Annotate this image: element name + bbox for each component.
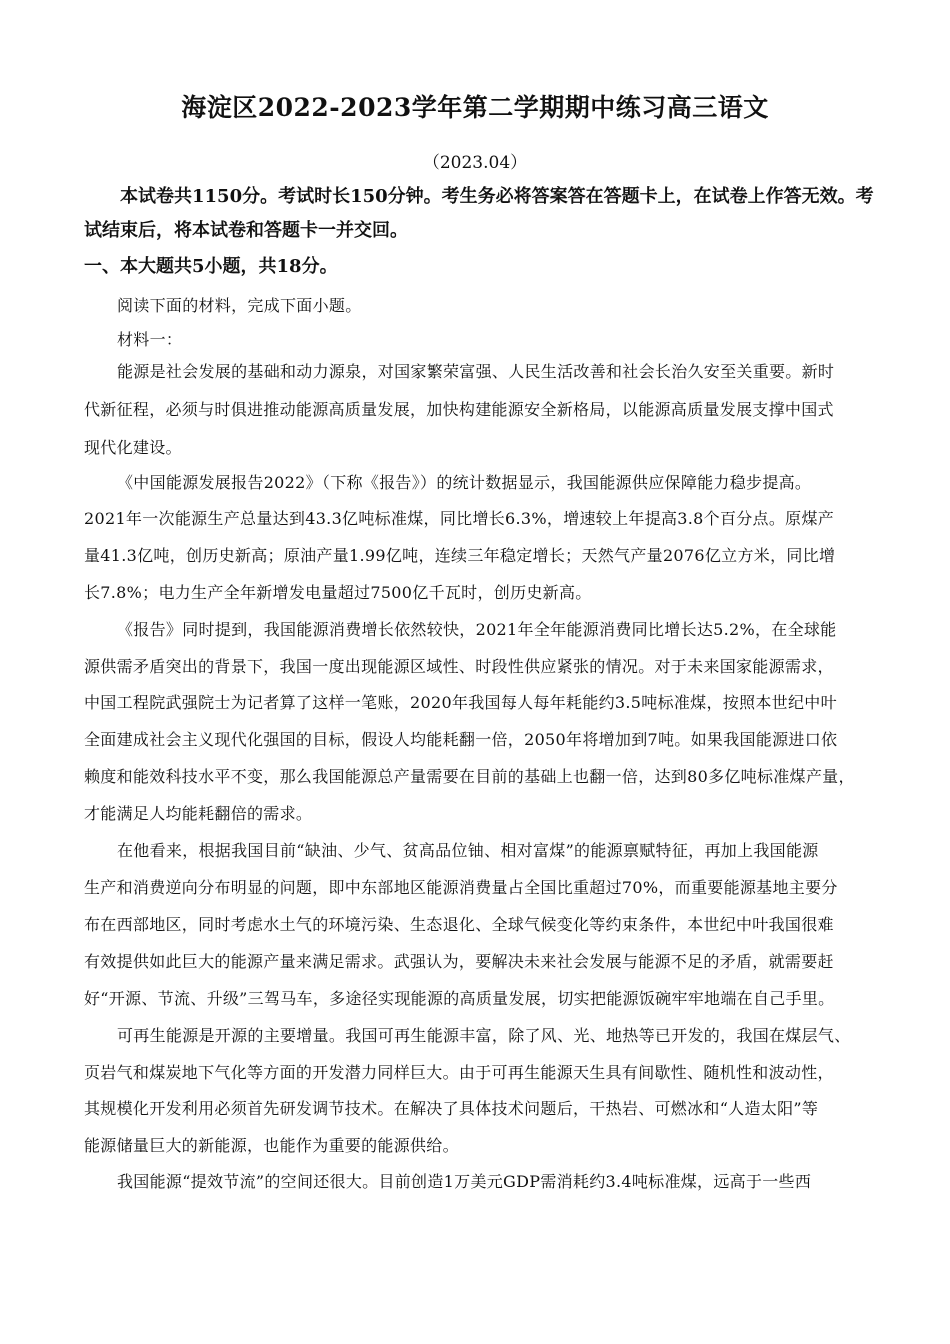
section-heading: 一、本大题共5小题，共18分。 (84, 256, 338, 277)
exam-date: （2023.04） (422, 153, 528, 173)
instruction-text: 阅读下面的材料，完成下面小题。 (117, 296, 362, 315)
body-line: 有效提供如此巨大的能源产量来满足需求。武强认为，要解决未来社会发展与能源不足的矛盾，就需要赶 (84, 952, 834, 971)
body-line: 生产和消费逆向分布明显的问题，即中东部地区能源消费量占全国比重超过70%，而重要能源基地主要分 (84, 878, 838, 897)
body-line: 页岩气和煤炭地下气化等方面的开发潜力同样巨大。由于可再生能源天生具有间歇性、随机性和波动性， (84, 1063, 834, 1082)
body-line: 赖度和能效科技水平不变，那么我国能源总产量需要在目前的基础上也翻一倍，达到80多亿吨标准煤产量， (84, 767, 855, 786)
body-line: 长7.8%；电力生产全年新增发电量超过7500亿千瓦时，创历史新高。 (84, 583, 592, 602)
body-line: 才能满足人均能耗翻倍的需求。 (84, 804, 313, 823)
body-line: 其规模化开发利用必须首先研发调节技术。在解决了具体技术问题后，干热岩、可燃冰和“人造太阳”等 (84, 1099, 819, 1118)
exam-notice: 本试卷共1150分。考试时长150分钟。考生务必将答案答在答题卡上，在试卷上作答无效。考试结束后，将本试卷和答题卡一并交回。 (84, 186, 874, 241)
body-line: 在他看来，根据我国目前“缺油、少气、贫高品位铀、相对富煤”的能源禀赋特征，再加上我国能源 (117, 841, 819, 860)
body-line: 源供需矛盾突出的背景下，我国一度出现能源区域性、时段性供应紧张的情况。对于未来国家能源需求， (84, 657, 834, 676)
body-line: 中国工程院武强院士为记者算了这样一笔账，2020年我国每人每年耗能约3.5吨标准煤，按照本世纪中叶 (84, 693, 837, 712)
body-line: 可再生能源是开源的主要增量。我国可再生能源丰富，除了风、光、地热等已开发的，我国在煤层气、 (117, 1026, 851, 1045)
body-line: 《报告》同时提到，我国能源消费增长依然较快，2021年全年能源消费同比增长达5.2%，在全球能 (117, 620, 837, 639)
material-label: 材料一： (117, 330, 183, 349)
body-line: 2021年一次能源生产总量达到43.3亿吨标准煤，同比增长6.3%，增速较上年提高3.8个百分点。原煤产 (84, 509, 835, 528)
body-line: 好“开源、节流、升级”三驾马车，多途径实现能源的高质量发展，切实把能源饭碗牢牢地端在自己手里。 (84, 989, 835, 1008)
body-line: 全面建成社会主义现代化强国的目标，假设人均能耗翻一倍，2050年将增加到7吨。如果我国能源进口依 (84, 730, 838, 749)
body-line: 代新征程，必须与时俱进推动能源高质量发展，加快构建能源安全新格局，以能源高质量发展支撑中国式 (84, 400, 834, 419)
body-line: 现代化建设。 (84, 438, 182, 457)
body-line: 能源是社会发展的基础和动力源泉，对国家繁荣富强、人民生活改善和社会长治久安至关重要。新时 (117, 362, 835, 381)
exam-title: 海淀区2022-2023学年第二学期期中练习高三语文 (181, 93, 769, 122)
body-line: 布在西部地区，同时考虑水土气的环境污染、生态退化、全球气候变化等约束条件，本世纪中叶我国很难 (84, 915, 834, 934)
body-line: 能源储量巨大的新能源，也能作为重要的能源供给。 (84, 1136, 459, 1155)
body-line: 《中国能源发展报告2022》（下称《报告》）的统计数据显示，我国能源供应保障能力稳步提高。 (117, 473, 812, 492)
body-line: 量41.3亿吨，创历史新高；原油产量1.99亿吨，连续三年稳定增长；天然气产量2076亿立方米，同比增 (84, 546, 836, 565)
body-line: 我国能源“提效节流”的空间还很大。目前创造1万美元GDP需消耗约3.4吨标准煤，远高于一些西 (117, 1172, 812, 1191)
